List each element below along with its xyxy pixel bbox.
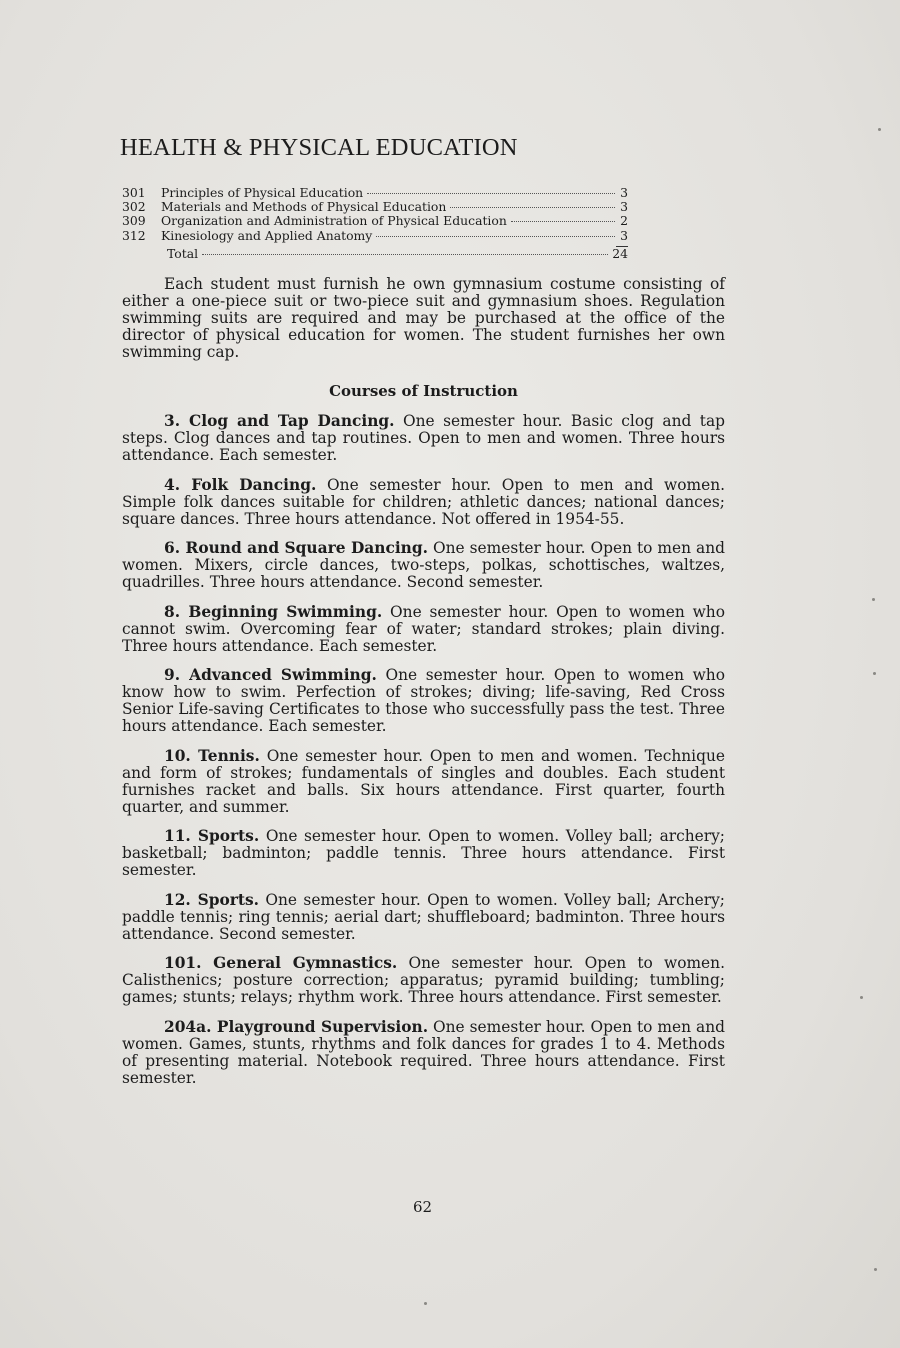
course-entry-description: One semester hour. Open to men and women. Simple folk dances suitable for children; athletic dances; national dances; square dances. Three hours attendance. Not offered in 1954-55. xyxy=(122,475,725,528)
page-number: 62 xyxy=(412,1198,433,1216)
course-entry-title: 204a. Playground Supervision. xyxy=(164,1017,429,1036)
course-entry xyxy=(122,604,725,655)
course-entry-title: 8. Beginning Swimming. xyxy=(164,602,383,621)
course-entry-title: 6. Round and Square Dancing. xyxy=(164,539,428,557)
course-entry xyxy=(122,667,725,735)
body-text xyxy=(122,276,725,1099)
course-number: 301 xyxy=(122,185,146,200)
course-entry-description: One semester hour. Open to women. Volley ball; archery; basketball; badminton; paddle tennis. Three hours attendance. First semester. xyxy=(122,827,725,879)
course-entry-description: One semester hour. Open to women. Volley ball; Archery; paddle tennis; ring tennis; aerial dart; shuffleboard; badminton. Three hours attendance. Second semester. xyxy=(122,890,725,943)
course-entry-title: 101. General Gymnastics. xyxy=(164,954,398,972)
course-entry xyxy=(122,748,725,816)
course-title: Organization and Administration of Physical Education xyxy=(161,213,507,229)
course-entry-title: 4. Folk Dancing. xyxy=(164,475,317,494)
course-entry-description: One semester hour. Open to men and women. Technique and form of strokes; fundamentals of singles and doubles. Each student furnishes racket and balls. Six hours attendance. First quarter, fourth quarter, and summer. xyxy=(122,746,725,816)
section-title: Courses of Instruction xyxy=(329,382,518,400)
course-entry xyxy=(122,828,725,879)
dot-leader xyxy=(376,236,615,237)
course-title: Materials and Methods of Physical Education xyxy=(161,199,447,215)
course-entry-description: One semester hour. Open to women who cannot swim. Overcoming fear of water; standard strokes; plain diving. Three hours attendance. Each semester. xyxy=(122,602,725,655)
total-label: Total xyxy=(167,245,199,261)
course-entry xyxy=(122,540,725,591)
course-entry xyxy=(122,413,725,464)
course-entry xyxy=(122,955,725,1006)
course-hours: 3 xyxy=(620,199,628,215)
paper-speck xyxy=(860,996,863,999)
course-number: 312 xyxy=(122,227,146,243)
course-title: Principles of Physical Education xyxy=(161,185,364,200)
course-hours: 2 xyxy=(620,213,628,229)
intro-paragraph: Each student must furnish he own gymnasium costume consisting of either a one-piece suit or two-piece suit and gymnasium shoes. Regulation swimming suits are required and may be purchased at the office of the director of physical education for women. The student furnishes her own swimming cap. xyxy=(122,275,725,361)
course-entry-description: One semester hour. Basic clog and tap steps. Clog dances and tap routines. Open to men and women. Three hours attendance. Each semester. xyxy=(122,412,725,464)
course-title: Kinesiology and Applied Anatomy xyxy=(161,227,373,243)
course-hours: 3 xyxy=(620,185,628,200)
course-hours: 3 xyxy=(620,227,628,243)
course-row xyxy=(122,214,628,228)
course-entry-description: One semester hour. Open to men and women. Mixers, circle dances, two-steps, polkas, schottisches, waltzes, quadrilles. Three hours attendance. Second semester. xyxy=(122,539,725,591)
paper-speck xyxy=(878,128,881,131)
course-entry-description: One semester hour. Open to women. Calisthenics; posture correction; apparatus; pyramid building; tumbling; games; stunts; relays; rhythm work. Three hours attendance. First semester. xyxy=(122,954,725,1006)
course-row xyxy=(122,186,628,200)
paper-speck xyxy=(873,672,876,675)
required-courses-list xyxy=(122,186,628,261)
course-entry-title: 11. Sports. xyxy=(164,827,260,845)
course-entry xyxy=(122,477,725,528)
dot-leader xyxy=(450,207,615,208)
paper-speck xyxy=(872,598,875,601)
course-entry-title: 12. Sports. xyxy=(164,890,260,909)
total-hours: 24 xyxy=(612,245,628,261)
course-number: 309 xyxy=(122,213,146,229)
course-row xyxy=(122,229,628,243)
course-entry xyxy=(122,892,725,943)
paper-speck xyxy=(874,1268,877,1271)
course-entry-title: 3. Clog and Tap Dancing. xyxy=(164,412,395,430)
course-entry-description: One semester hour. Open to men and women. Games, stunts, rhythms and folk dances for grades 1 to 4. Methods of presenting material. Notebook required. Three hours attendance. First semester. xyxy=(122,1017,725,1087)
dot-leader xyxy=(511,221,615,222)
course-number: 302 xyxy=(122,199,146,215)
dot-leader xyxy=(367,193,615,194)
total-row xyxy=(122,247,628,261)
course-entry xyxy=(122,1019,725,1087)
course-entry-title: 9. Advanced Swimming. xyxy=(164,666,377,684)
page-heading: HEALTH & PHYSICAL EDUCATION xyxy=(120,134,518,161)
dot-leader xyxy=(202,254,608,255)
course-entry-title: 10. Tennis. xyxy=(164,746,260,765)
course-row xyxy=(122,200,628,214)
paper-speck xyxy=(424,1302,427,1305)
course-entry-description: One semester hour. Open to women who know how to swim. Perfection of strokes; diving; life-saving, Red Cross Senior Life-saving Certificates to those who successfully pass the test. Three hours attendance. Each semester. xyxy=(122,666,725,735)
